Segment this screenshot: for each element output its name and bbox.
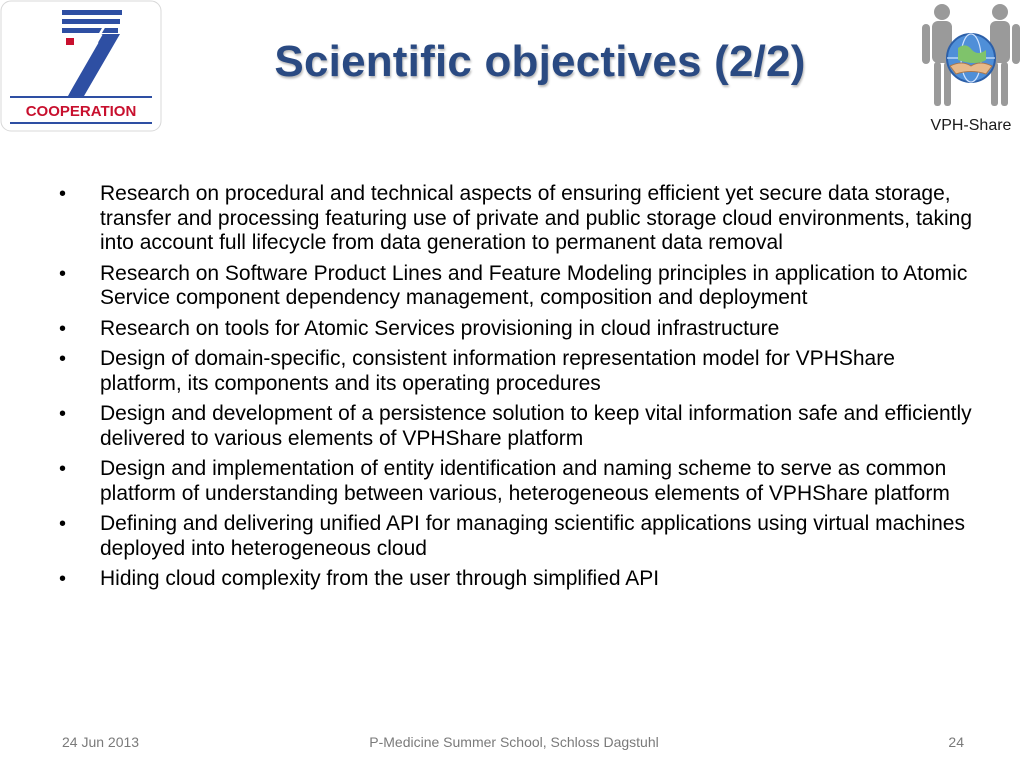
list-item bbox=[56, 182, 976, 256]
bullet-icon: • bbox=[59, 317, 67, 340]
bullet-icon: • bbox=[59, 568, 67, 590]
bullet-icon: • bbox=[59, 262, 67, 285]
vph-share-logo bbox=[918, 0, 1024, 140]
list-item-text: Defining and delivering unified API for managing scientific applications using virtual machines deployed into heterogeneous cloud bbox=[100, 512, 965, 560]
vph-share-caption: VPH-Share bbox=[930, 117, 1012, 134]
list-item-text: Hiding cloud complexity from the user through simplified API bbox=[100, 567, 660, 590]
fp7-cooperation-logo bbox=[0, 0, 162, 132]
cooperation-caption: COOPERATION bbox=[25, 103, 137, 120]
page-number: 24 bbox=[948, 734, 964, 750]
list-item bbox=[56, 457, 976, 506]
bullet-icon: • bbox=[59, 403, 67, 425]
list-item bbox=[56, 567, 976, 592]
list-item-text: Design and implementation of entity identification and naming scheme to serve as common platform of understanding between various, heterogeneous elements of VPHShare platform bbox=[100, 457, 950, 505]
bullet-icon: • bbox=[59, 458, 67, 480]
list-item-text: Design and development of a persistence solution to keep vital information safe and efficiently delivered to various elements of VPHShare platform bbox=[100, 402, 972, 450]
list-item bbox=[56, 347, 976, 396]
list-item bbox=[56, 402, 976, 451]
page-title: Scientific objectives (2/2) bbox=[274, 37, 806, 86]
list-item bbox=[56, 317, 976, 342]
objectives-list bbox=[56, 182, 976, 598]
bullet-icon: • bbox=[59, 183, 67, 205]
footer-event: P-Medicine Summer School, Schloss Dagstuhl bbox=[369, 734, 659, 750]
footer-date: 24 Jun 2013 bbox=[62, 734, 140, 750]
list-item-text: Research on tools for Atomic Services provisioning in cloud infrastructure bbox=[100, 316, 780, 340]
bullet-icon: • bbox=[59, 348, 67, 370]
list-item-text: Design of domain-specific, consistent information representation model for VPHShare platform, its components and its operating procedures bbox=[100, 347, 895, 395]
bullet-icon: • bbox=[59, 513, 67, 535]
list-item-text: Research on Software Product Lines and Feature Modeling principles in application to Atomic Service component dependency management, composition and deployment bbox=[100, 261, 968, 309]
list-item bbox=[56, 262, 976, 311]
list-item-text: Research on procedural and technical aspects of ensuring efficient yet secure data storage, transfer and processing featuring use of private and public storage cloud environments, taking into account full lifecycle from data generation to permanent data removal bbox=[100, 182, 973, 254]
list-item bbox=[56, 512, 976, 561]
